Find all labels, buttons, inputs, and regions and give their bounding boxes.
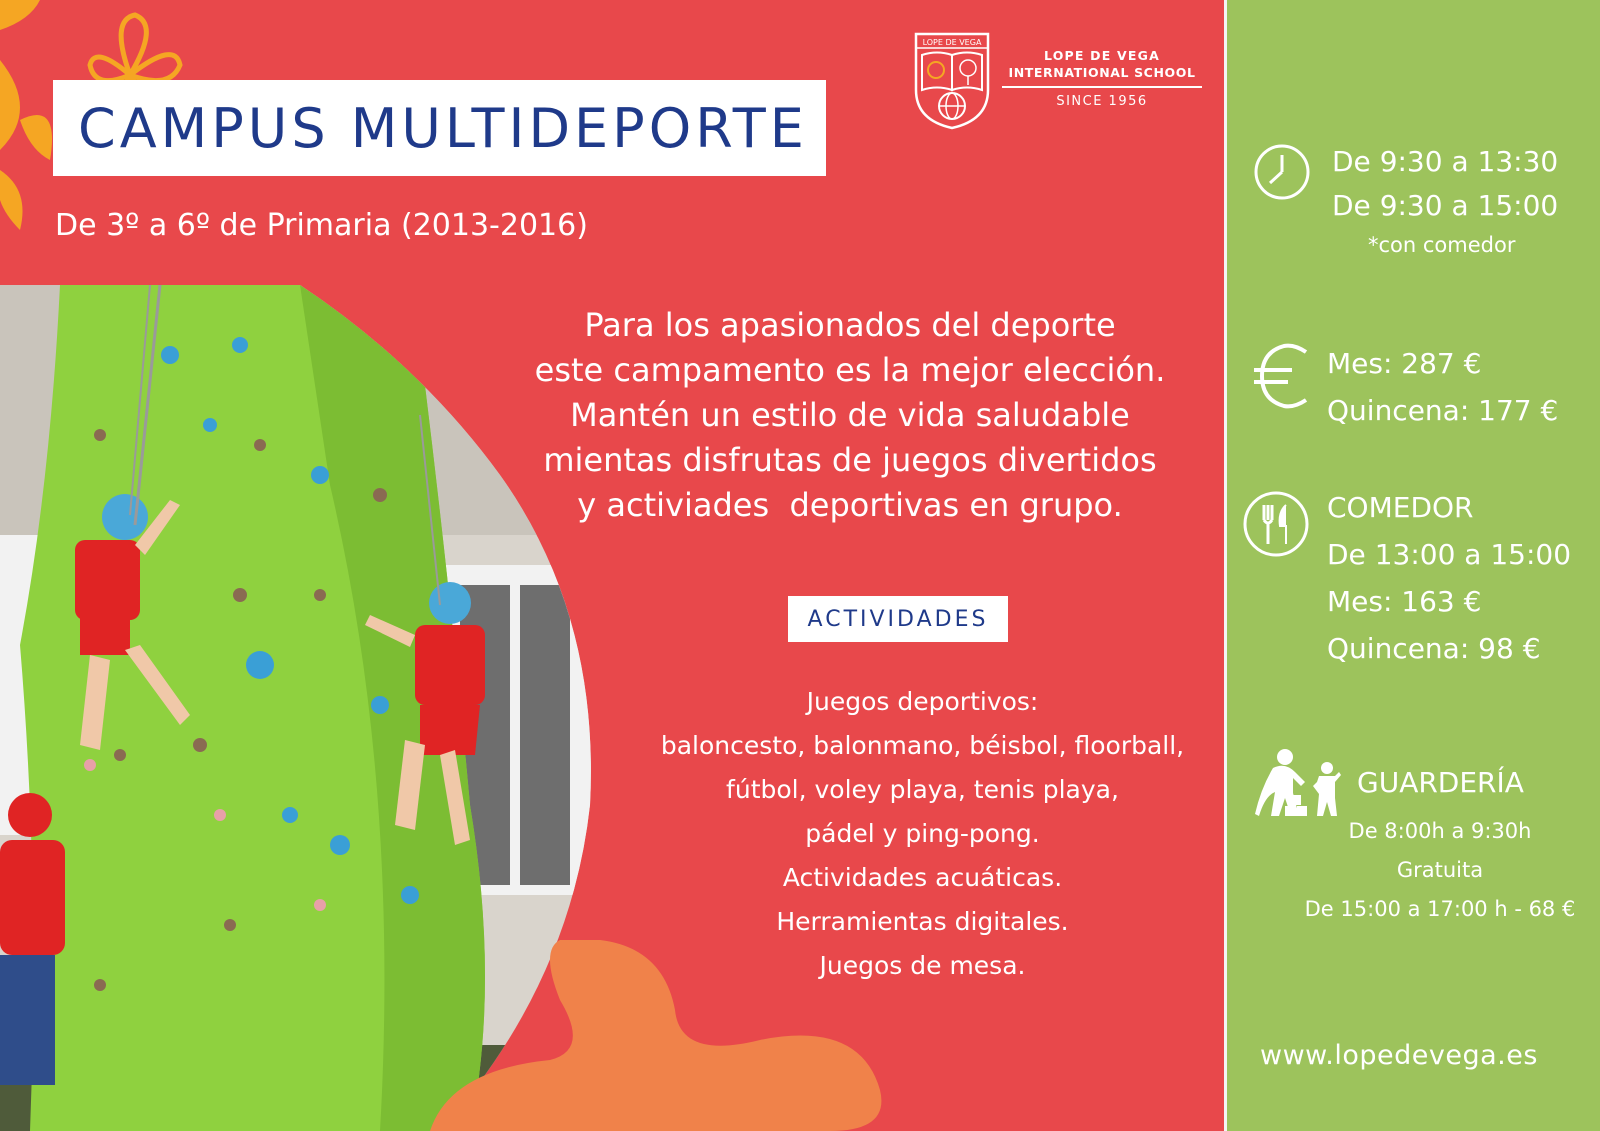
- page-title: CAMPUS MULTIDEPORTE: [78, 96, 808, 160]
- intro-line: Mantén un estilo de vida saludable: [570, 396, 1130, 434]
- guarderia-line: De 8:00h a 9:30h: [1348, 819, 1532, 843]
- activity-line: Juegos deportivos:: [806, 687, 1039, 716]
- activities-heading: ACTIVIDADES: [807, 606, 989, 632]
- activity-line: baloncesto, balonmano, béisbol, floorball,: [660, 731, 1185, 760]
- price-line: Mes: 287 €: [1327, 347, 1482, 380]
- page-subtitle: De 3º a 6º de Primaria (2013-2016): [55, 208, 588, 243]
- activity-line: pádel y ping-pong.: [805, 819, 1040, 848]
- euro-icon: [1252, 342, 1314, 410]
- intro-line: y activiades deportivas en grupo.: [577, 486, 1123, 524]
- school-crest-icon: [912, 30, 992, 130]
- fork-knife-icon: [1242, 490, 1310, 558]
- guarderia-line: De 15:00 a 17:00 h - 68 €: [1304, 897, 1576, 921]
- clock-icon: [1253, 143, 1311, 201]
- website-link[interactable]: www.lopedevega.es: [1260, 1040, 1538, 1071]
- intro-line: Para los apasionados del deporte: [584, 306, 1116, 344]
- schedule-block: [1332, 140, 1558, 228]
- schedule-line: De 9:30 a 13:30: [1332, 145, 1559, 178]
- activity-line: Actividades acuáticas.: [782, 863, 1063, 892]
- logo-divider: [1002, 86, 1202, 88]
- activity-line: Juegos de mesa.: [819, 951, 1026, 980]
- sidebar-divider: [1224, 0, 1227, 1131]
- logo-name-line1: LOPE DE VEGA: [1043, 48, 1160, 63]
- intro-line: mientas disfrutas de juegos divertidos: [543, 441, 1157, 479]
- school-logo: [912, 30, 1202, 132]
- crest-label: LOPE DE VEGA: [922, 38, 982, 47]
- intro-line: este campamento es la mejor elección.: [534, 351, 1166, 389]
- title-banner: [53, 80, 826, 176]
- guarderia-block: [1290, 812, 1590, 929]
- activity-line: fútbol, voley playa, tenis playa,: [726, 775, 1119, 804]
- price-block: [1327, 340, 1558, 434]
- schedule-note: *con comedor: [1368, 233, 1516, 257]
- childcare-icon: [1255, 748, 1341, 818]
- activity-line: Herramientas digitales.: [776, 907, 1069, 936]
- guarderia-title: GUARDERÍA: [1357, 766, 1524, 799]
- comedor-title: COMEDOR: [1327, 491, 1474, 524]
- intro-text: [495, 303, 1205, 528]
- comedor-line: Mes: 163 €: [1327, 585, 1482, 618]
- comedor-line: De 13:00 a 15:00: [1327, 538, 1572, 571]
- comedor-block: [1327, 484, 1571, 672]
- logo-since: SINCE 1956: [1056, 94, 1148, 109]
- activities-list: [600, 680, 1245, 988]
- comedor-line: Quincena: 98 €: [1327, 632, 1541, 665]
- logo-name-line2: INTERNATIONAL SCHOOL: [1008, 65, 1196, 80]
- guarderia-line: Gratuita: [1396, 858, 1484, 882]
- activities-heading-box: [788, 596, 1008, 642]
- schedule-line: De 9:30 a 15:00: [1332, 189, 1559, 222]
- price-line: Quincena: 177 €: [1327, 394, 1559, 427]
